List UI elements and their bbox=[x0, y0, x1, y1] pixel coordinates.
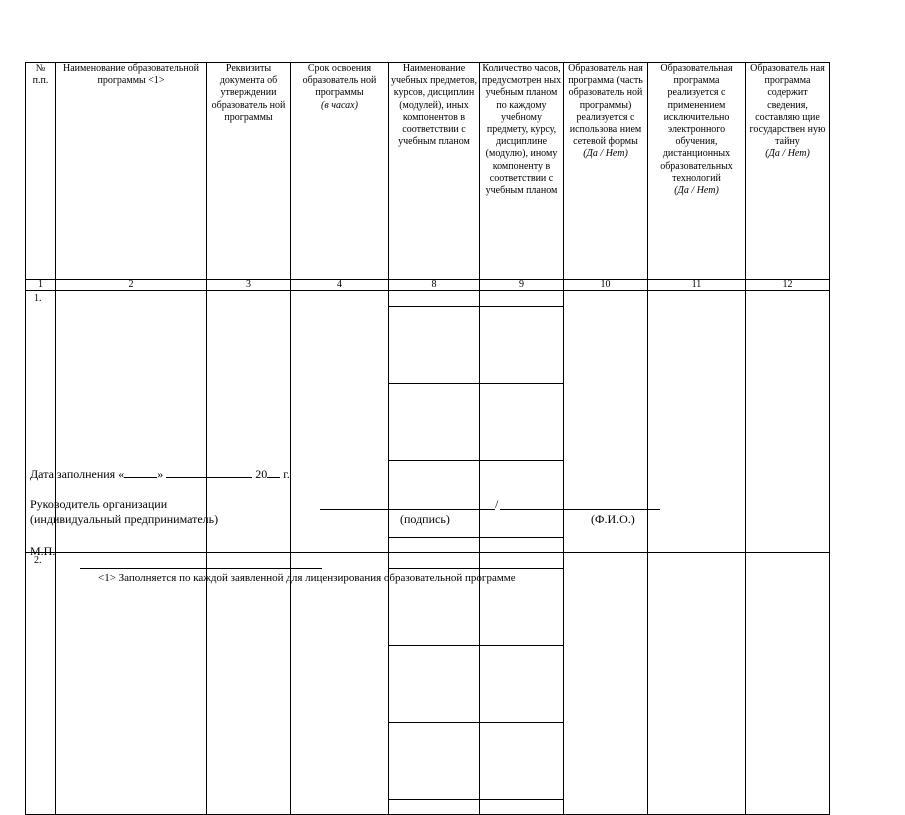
hours-subtable bbox=[480, 291, 563, 552]
head-label: Руководитель организации bbox=[30, 497, 168, 511]
licensing-programs-table bbox=[25, 62, 830, 815]
cell-document-details[interactable] bbox=[207, 291, 291, 553]
row-number: 2. bbox=[26, 553, 56, 815]
date-day-blank[interactable] bbox=[124, 465, 157, 478]
column-numbers-row bbox=[26, 280, 830, 291]
header-col-2: Наименование образовательной программы <1> bbox=[56, 63, 207, 280]
hours-subtable bbox=[480, 553, 563, 814]
col-number: 2 bbox=[56, 280, 207, 291]
header-col-3: Реквизиты документа об утверждении образователь ной программы bbox=[207, 63, 291, 280]
footnote-separator bbox=[80, 568, 322, 569]
col-number: 9 bbox=[480, 280, 564, 291]
col-number: 4 bbox=[291, 280, 389, 291]
footnote-text: <1> Заполняется по каждой заявленной для лицензирования образовательной программе bbox=[98, 572, 516, 584]
header-col-11 bbox=[648, 63, 746, 280]
row-number: 1. bbox=[26, 291, 56, 553]
cell-state-secret[interactable] bbox=[746, 291, 830, 553]
header-col-12-hint: (Да / Нет) bbox=[765, 148, 810, 160]
cell-duration[interactable] bbox=[291, 553, 389, 815]
col-number: 3 bbox=[207, 280, 291, 291]
cell-e-learning[interactable] bbox=[648, 291, 746, 553]
subjects-subtable bbox=[389, 553, 479, 814]
col-number: 8 bbox=[389, 280, 480, 291]
cell-e-learning[interactable] bbox=[648, 553, 746, 815]
col-number: 11 bbox=[648, 280, 746, 291]
cell-program-name[interactable] bbox=[56, 553, 207, 815]
cell-network-form[interactable] bbox=[564, 553, 648, 815]
header-col-11-hint: (Да / Нет) bbox=[674, 184, 719, 196]
fio-blank[interactable] bbox=[500, 509, 660, 510]
head-sublabel: (индивидуальный предприниматель) bbox=[30, 512, 219, 526]
table-row bbox=[26, 553, 830, 815]
date-label: Дата заполнения « bbox=[30, 467, 125, 481]
signature-blank[interactable] bbox=[320, 509, 495, 510]
fio-caption: (Ф.И.О.) bbox=[591, 512, 635, 526]
fill-date-line bbox=[30, 465, 290, 482]
cell-document-details[interactable] bbox=[207, 553, 291, 815]
cell-state-secret[interactable] bbox=[746, 553, 830, 815]
date-mid: » bbox=[157, 467, 164, 481]
slash: / bbox=[495, 497, 499, 511]
header-col-12-text: Образователь ная программа содержит сведения, составляю щие государствен ную тайну bbox=[749, 63, 826, 148]
col-number: 12 bbox=[746, 280, 830, 291]
date-month-blank[interactable] bbox=[166, 465, 252, 478]
header-col-12 bbox=[746, 63, 830, 280]
cell-duration[interactable] bbox=[291, 291, 389, 553]
header-col-8: Наименование учебных предметов, курсов, дисциплин (модулей), иных компонентов в соответствии с учебным планом bbox=[389, 63, 480, 280]
header-col-4-text: Срок освоения образователь ной программы bbox=[302, 63, 377, 99]
header-col-1: № п.п. bbox=[26, 63, 56, 280]
col-number: 1 bbox=[26, 280, 56, 291]
col-number: 10 bbox=[564, 280, 648, 291]
header-row bbox=[26, 63, 830, 280]
signature-caption: (подпись) bbox=[400, 512, 450, 526]
cell-hours[interactable] bbox=[480, 291, 564, 553]
header-col-10-hint: (Да / Нет) bbox=[583, 148, 628, 160]
date-year-prefix: 20 bbox=[255, 467, 268, 481]
header-col-4 bbox=[291, 63, 389, 280]
cell-subjects[interactable] bbox=[389, 553, 480, 815]
date-suffix: г. bbox=[283, 467, 290, 481]
header-col-11-text: Образовательная программа реализуется с применением исключительно электронного обучения, дистанционных образовательных технологий bbox=[660, 63, 733, 184]
header-col-10-text: Образователь ная программа (часть образователь ной программы) реализуется с использова нием сетевой формы bbox=[568, 63, 643, 148]
cell-hours[interactable] bbox=[480, 553, 564, 815]
header-col-10 bbox=[564, 63, 648, 280]
stamp-label: М.П. bbox=[30, 544, 56, 558]
header-col-4-hint: (в часах) bbox=[321, 99, 358, 111]
header-col-9: Количество часов, предусмотрен ных учебным планом по каждому учебному предмету, курсу, дисциплине (модулю), иному компоненту в соответствии с учебным планом bbox=[480, 63, 564, 280]
date-year-blank[interactable] bbox=[267, 465, 280, 478]
